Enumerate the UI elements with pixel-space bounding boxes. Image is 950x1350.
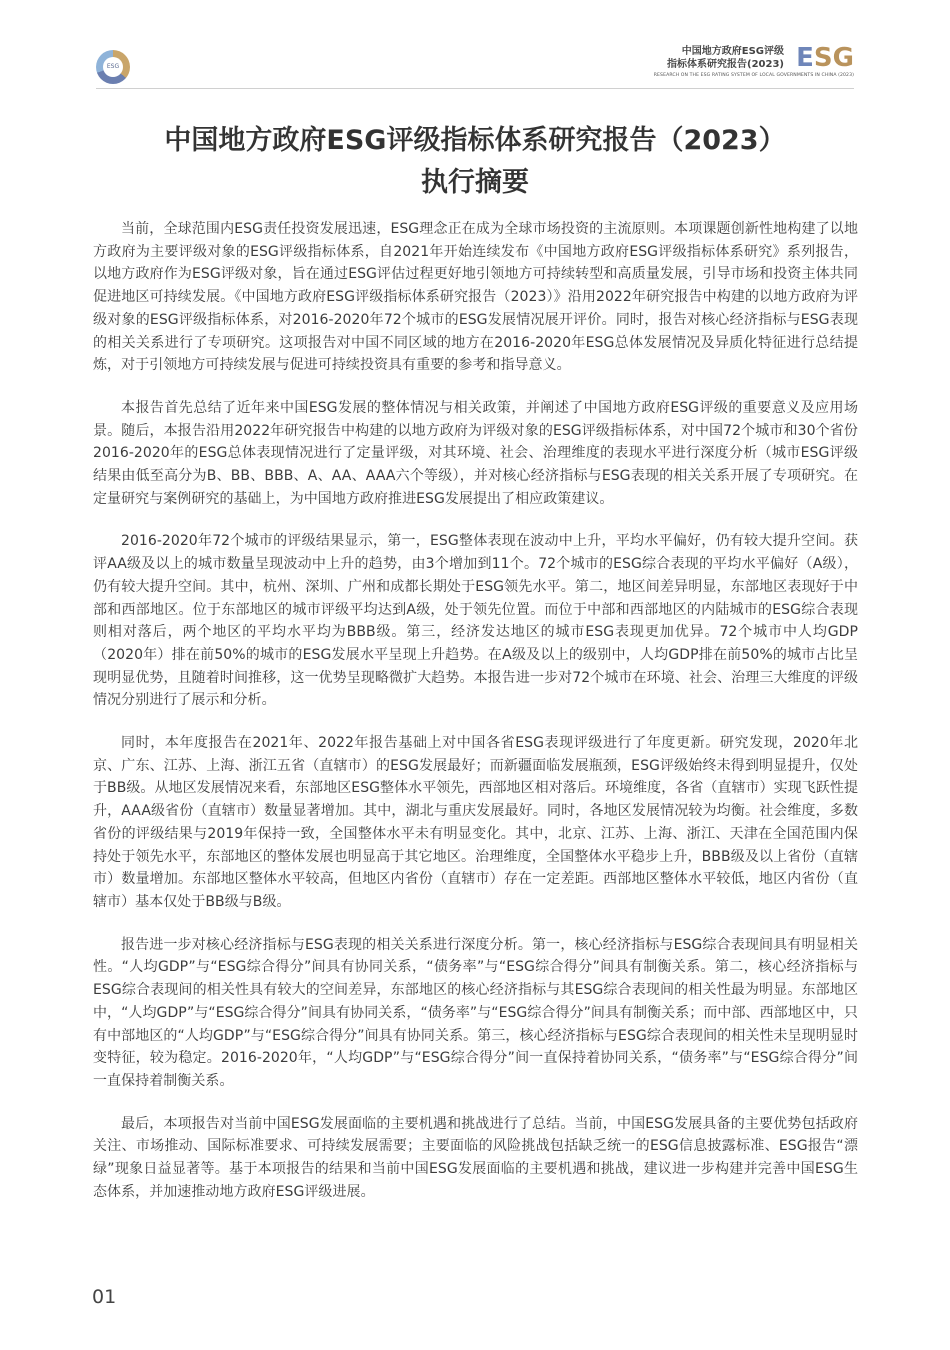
paragraph: 报告进一步对核心经济指标与ESG表现的相关关系进行深度分析。第一，核心经济指标与ESG综合表现间具有明显相关性。“人均GDP”与“ESG综合得分”间具有协同关系，“债务率”与“ESG综合得分”间具有制衡关系。第二，核心经济指标与ESG综合表现间的相关性具有较大的空间差异，东部地区的核心经济指标与其ESG综合表现间的相关性最为明显。东部地区中，“人均GDP”与“ESG综合得分”间具有协同关系，“债务率”与“ESG综合得分”间具有制衡关系；而中部、西部地区中，只有中部地区的“人均GDP”与“ESG综合得分”间具有协同关系。第三，核心经济指标与ESG综合表现间的相关性未呈现明显时变特征，较为稳定。2016-2020年，“人均GDP”与“ESG综合得分”间一直保持着协同关系，“债务率”与“ESG综合得分”间一直保持着制衡关系。 bbox=[93, 936, 858, 1089]
header-branding bbox=[594, 43, 854, 86]
body-content bbox=[93, 218, 858, 1223]
report-logo bbox=[96, 50, 130, 84]
esg-brand-mark: ESG bbox=[796, 43, 854, 73]
paragraph: 最后，本项报告对当前中国ESG发展面临的主要机遇和挑战进行了总结。当前，中国ESG发展具备的主要优势包括政府关注、市场推动、国际标准要求、可持续发展需要；主要面临的风险挑战包括缺乏统一的ESG信息披露标准、ESG报告“漂绿”现象日益显著等。基于本项报告的结果和当前中国ESG发展面临的主要机遇和挑战，建议进一步构建并完善中国ESG生态体系，并加速推动地方政府ESG评级进展。 bbox=[93, 1115, 858, 1200]
page-number: 01 bbox=[92, 1286, 117, 1308]
paragraph: 本报告首先总结了近年来中国ESG发展的整体情况与相关政策，并阐述了中国地方政府ESG评级的重要意义及应用场景。随后，本报告沿用2022年研究报告中构建的以地方政府为评级对象的ESG评级指标体系，对中国72个城市和30个省份2016-2020年的ESG总体表现情况进行了定量评级，对其环境、社会、治理维度的表现水平进行深度分析（城市ESG评级结果由低至高分为B、BB、BBB、A、AA、AAA六个等级），并对核心经济指标与ESG表现的相关关系开展了专项研究。在定量研究与案例研究的基础上，为中国地方政府推进ESG发展提出了相应政策建议。 bbox=[93, 399, 858, 507]
paragraph: 当前，全球范围内ESG责任投资发展迅速，ESG理念正在成为全球市场投资的主流原则。本项课题创新性地构建了以地方政府为主要评级对象的ESG评级指标体系，自2021年开始连续发布《中国地方政府ESG评级指标体系研究》系列报告，以地方政府作为ESG评级对象，旨在通过ESG评估过程更好地引领地方可持续转型和高质量发展，引导市场和投资主体共同促进地区可持续发展。《中国地方政府ESG评级指标体系研究报告（2023）》沿用2022年研究报告中构建的以地方政府为评级对象的ESG评级指标体系，对2016-2020年72个城市的ESG发展情况展开评价。同时，报告对核心经济指标与ESG表现的相关关系进行了专项研究。这项报告对中国不同区域的地方在2016-2020年ESG总体发展情况及异质化特征进行总结提炼，对于引领地方可持续发展与促进可持续投资具有重要的参考和指导意义。 bbox=[93, 221, 858, 374]
page-title bbox=[96, 120, 854, 204]
paragraph: 同时，本年度报告在2021年、2022年报告基础上对中国各省ESG表现评级进行了年度更新。研究发现，2020年北京、广东、江苏、上海、浙江五省（直辖市）的ESG发展最好；而新疆面临发展瓶颈，ESG评级始终未得到明显提升，仅处于BB级。从地区发展情况来看，东部地区ESG整体水平领先，西部地区相对落后。环境维度，各省（直辖市）实现飞跃性提升，AAA级省份（直辖市）数量显著增加。其中，湖北与重庆发展最好。同时，各地区发展情况较为均衡。社会维度，多数省份的评级结果与2019年保持一致，全国整体水平未有明显变化。其中，北京、江苏、上海、浙江、天津在全国范围内保持处于领先水平，东部地区的整体发展也明显高于其它地区。治理维度，全国整体水平稳步上升，BBB级及以上省份（直辖市）数量增加。东部地区整体水平较高，但地区内省份（直辖市）存在一定差距。西部地区整体水平较低，地区内省份（直辖市）基本仅处于BB级与B级。 bbox=[93, 735, 858, 910]
title-line-1: 中国地方政府ESG评级指标体系研究报告（2023） bbox=[164, 125, 786, 156]
logo-text: ESG bbox=[103, 57, 123, 77]
header-title-line1: 中国地方政府ESG评级 bbox=[681, 46, 784, 57]
header-subtitle: RESEARCH ON THE ESG RATING SYSTEM OF LOCAL GOVERNMENTS IN CHINA (2023) bbox=[653, 73, 854, 78]
paragraph: 2016-2020年72个城市的评级结果显示，第一，ESG整体表现在波动中上升，平均水平偏好，仍有较大提升空间。获评AA级及以上的城市数量呈现波动中上升的趋势，由3个增加到11个。72个城市的ESG综合表现的平均水平偏好（A级），仍有较大提升空间。其中，杭州、深圳、广州和成都长期处于ESG领先水平。第二，地区间差异明显，东部地区表现好于中部和西部地区。位于东部地区的城市评级平均达到A级，处于领先位置。而位于中部和西部地区的内陆城市的ESG综合表现则相对落后，两个地区的平均水平均为BBB级。第三，经济发达地区的城市ESG表现更加优异。72个城市中人均GDP（2020年）排在前50%的城市的ESG发展水平呈现上升趋势。在A级及以上的级别中，人均GDP排在前50%的城市占比呈现明显优势，且随着时间推移，这一优势呈现略微扩大趋势。本报告进一步对72个城市在环境、社会、治理三大维度的评级情况分别进行了展示和分析。 bbox=[93, 533, 858, 709]
header-title-line2: 指标体系研究报告(2023) bbox=[667, 58, 784, 70]
header-divider bbox=[96, 88, 854, 89]
title-line-2: 执行摘要 bbox=[421, 167, 529, 198]
header-title bbox=[667, 46, 784, 71]
